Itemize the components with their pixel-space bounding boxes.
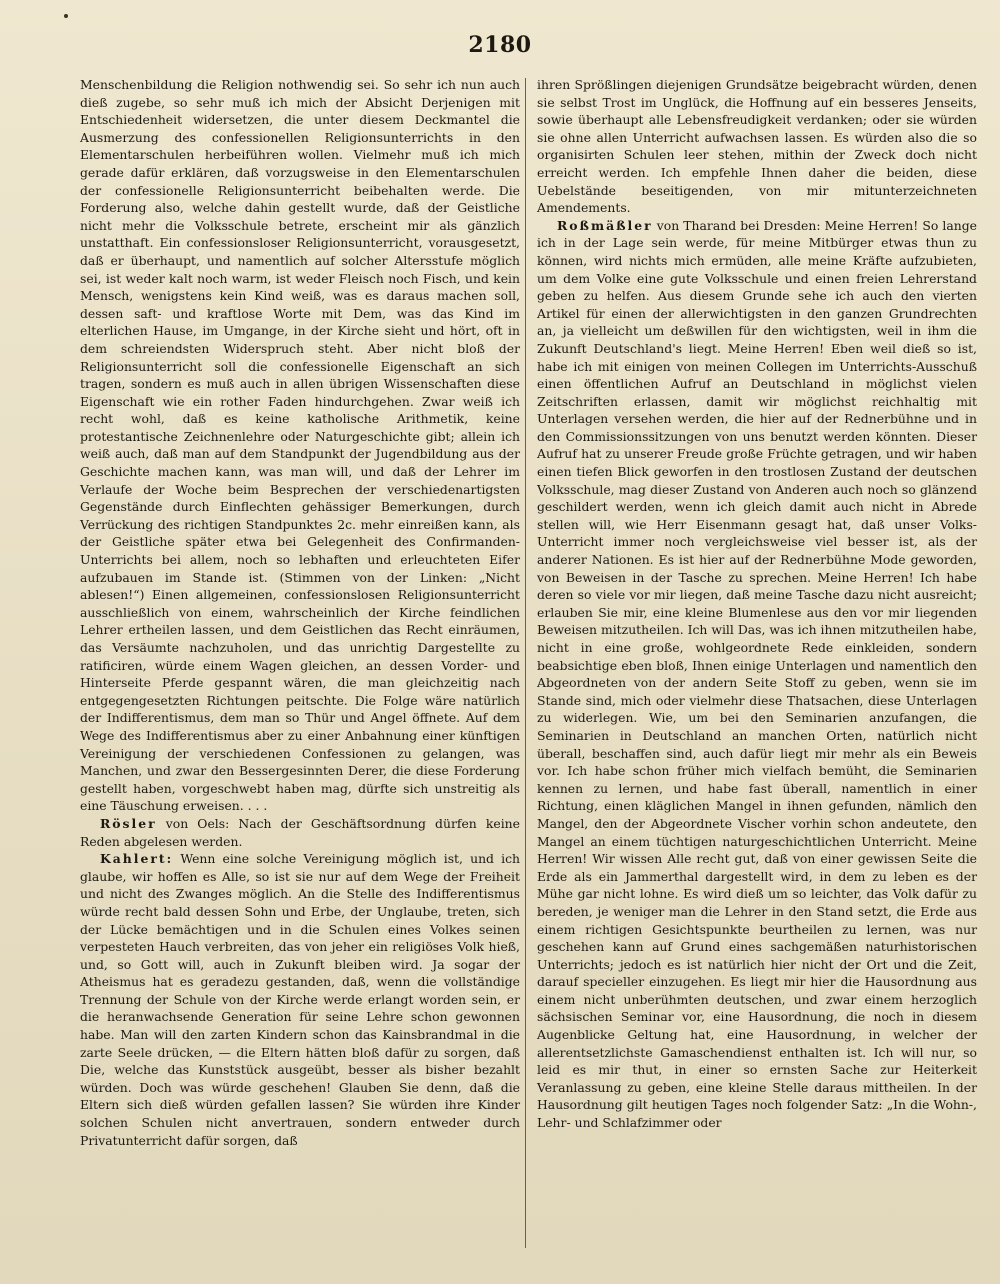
right-paragraph-2 — [537, 217, 977, 1132]
column-divider — [525, 78, 526, 1248]
speaker-name: Rösler — [100, 815, 157, 831]
page-number: 2180 — [468, 32, 532, 58]
speaker-name: Kahlert: — [100, 851, 174, 867]
left-column — [80, 76, 520, 1149]
ink-speck — [64, 14, 68, 18]
left-paragraph-2 — [80, 815, 520, 850]
speaker-name: Roßmäßler — [557, 217, 653, 233]
left-paragraph-1: Menschenbildung die Religion nothwendig sei. So sehr ich nun auch dieß zugebe, so sehr muß ich mich der Absicht Derjenigen mit Entschiedenheit widersetzen, die unter diesem Deckmantel die Ausmerzung des confessionellen Religionsunterrichts in den Elementarschulen herbeiführen wollen. Vielmehr muß ich mich gerade dafür erklären, daß vorzugsweise in den Elementarschulen der confessionelle Religionsunterricht beibehalten werde. Die Forderung also, welche dahin gestellt wurde, daß der Geistliche nicht mehr die Volksschule betrete, erscheint mir als gänzlich unstatthaft. Ein confessionsloser Religionsunterricht, vorausgesetzt, daß er überhaupt, und namentlich auf solcher Altersstufe möglich sei, ist weder kalt noch warm, ist weder Fleisch noch Fisch, und kein Mensch, wenigstens kein Kind weiß, was es daraus machen soll, dessen saft- und kraftlose Worte mit Dem, was das Kind im elterlichen Hause, im Umgange, in der Kirche sieht und hört, oft in dem schreiendsten Widerspruch steht. Aber nicht bloß der Religionsunterricht soll die confessionelle Eigenschaft an sich tragen, sondern es muß auch in allen übrigen Wissenschaften diese Eigenschaft wie ein rother Faden hindurchgehen. Zwar weiß ich recht wohl, daß es keine katholische Arithmetik, keine protestantische Zeichnenlehre oder Naturgeschichte gibt; allein ich weiß auch, daß man auf dem Standpunkt der Jugendbildung aus der Geschichte machen kann, was man will, und daß der Lehrer im Verlaufe der Woche beim Besprechen der verschiedenartigsten Gegenstände durch Einflechten gehässiger Bemerkungen, durch Verrückung des richtigen Standpunktes 2c. mehr einreißen kann, als der Geistliche später etwa bei Gelegenheit des Confirmanden-Unterrichts bei allem, noch so lebhaften und erleuchteten Eifer aufzubauen im Stande ist. (Stimmen von der Linken: „Nicht ablesen!“) Einen allgemeinen, confessionslosen Religionsunterricht ausschließlich von einem, wahrscheinlich der Kirche feindlichen Lehrer ertheilen lassen, und dem Geistlichen das Recht einräumen, das Versäumte nachzuholen, und das unrichtig Dargestellte zu ratificiren, würde einem Wagen gleichen, an dessen Vorder- und Hinterseite Pferde gespannt wären, die man gleichzeitig nach entgegengesetzten Richtungen peitschte. Die Folge wäre natürlich der Indifferentismus, dem man so Thür und Angel öffnete. Auf dem Wege des Indifferentismus aber zu einer Anbahnung einer künftigen Vereinigung der verschiedenen Confessionen zu gelangen, was Manchen, und zwar den Bessergesinnten Derer, die diese Forderung gestellt haben, vorgeschwebt haben mag, dürfte sich unstreitig als eine Täuschung erweisen. . . . — [80, 77, 520, 814]
right-paragraph-1: ihren Sprößlingen diejenigen Grundsätze beigebracht würden, denen sie selbst Trost im Unglück, die Hoffnung auf ein besseres Jenseits, sowie überhaupt alle Lebensfreudigkeit verdanken; oder sie würden sie ohne allen Unterricht aufwachsen lassen. Es würden also die so organisirten Schulen leer stehen, mithin der Zweck doch nicht erreicht werden. Ich empfehle Ihnen daher die beiden, diese Uebelstände beseitigenden, von mir mitunterzeichneten Amendements. — [537, 77, 977, 216]
left-paragraph-3 — [80, 850, 520, 1149]
right-column — [537, 76, 977, 1132]
speech-text: von Oels: Nach der Geschäftsordnung dürfen keine Reden abgelesen werden. — [80, 815, 520, 849]
speech-text: Wenn eine solche Vereinigung möglich ist, und ich glaube, wir hoffen es Alle, so ist sie nur auf dem Wege der Freiheit und nicht des Zwanges möglich. An die Stelle des Indifferentismus würde recht bald dessen Sohn und Erbe, der Unglaube, treten, sich der Lücke bemächtigen und in die Schulen eines Volkes seinen verpesteten Hauch verbreiten, das von jeher ein religiöses Volk hieß, und, so Gott will, auch in Zukunft bleiben wird. Ja sogar der Atheismus hat es geradezu gestanden, daß, wenn die vollständige Trennung der Schule von der Kirche werde erlangt worden sein, er die heranwachsende Generation für seine Lehre schon gewonnen habe. Man will den zarten Kindern schon das Kainsbrandmal in die zarte Seele drücken, — die Eltern hätten bloß dafür zu sorgen, daß Die, welche das Kunststück ausgeübt, besser als bisher bezahlt würden. Doch was würde geschehen! Glauben Sie denn, daß die Eltern sich dieß würden gefallen lassen? Sie würden ihre Kinder solchen Schulen nicht anvertrauen, sondern entweder durch Privatunterricht dafür sorgen, daß — [80, 851, 520, 1148]
speech-text: von Tharand bei Dresden: Meine Herren! So lange ich in der Lage sein werde, für meine Mitbürger etwas thun zu können, wird nichts mich ermüden, alle meine Kräfte aufzubieten, um dem Volke eine gute Volksschule und einen freien Lehrerstand geben zu helfen. Aus diesem Grunde sehe ich auch den vierten Artikel für einen der allerwichtigsten in den ganzen Grundrechten an, ja vielleicht um deßwillen für den wichtigsten, weil in ihm die Zukunft Deutschland's liegt. Meine Herren! Eben weil dieß so ist, habe ich mit einigen von meinen Collegen im Unterrichts-Ausschuß einen öffentlichen Aufruf an Deutschland in möglichst vielen Zeitschriften erlassen, damit wir möglichst reichhaltig mit Unterlagen versehen werden, die hier auf der Rednerbühne und in den Commissionssitzungen von uns benutzt werden könnten. Dieser Aufruf hat zu unserer Freude große Früchte getragen, und wir haben einen tiefen Blick geworfen in den trostlosen Zustand der deutschen Volksschule, mag dieser Zustand von Anderen auch noch so glänzend geschildert werden, wenn ich gleich damit auch nicht in Abrede stellen will, wie Herr Eisenmann gesagt hat, daß unser Volks-Unterricht immer noch vergleichsweise viel besser ist, als der anderer Nationen. Es ist hier auf der Rednerbühne Mode geworden, von Beweisen in der Tasche zu sprechen. Meine Herren! Ich habe deren so viele vor mir liegen, daß meine Tasche dazu nicht ausreicht; erlauben Sie mir, eine kleine Blumenlese aus den vor mir liegenden Beweisen mitzutheilen. Ich will Das, was ich ihnen mitzutheilen habe, nicht in eine große, wohlgeordnete Rede einkleiden, sondern beabsichtige eben bloß, Ihnen einige Unterlagen und namentlich den Abgeordneten von der andern Seite Stoff zu geben, wenn sie im Stande sind, mich oder vielmehr diese Thatsachen, diese Unterlagen zu widerlegen. Wie, um bei den Seminarien anzufangen, die Seminarien in Deutschland an manchen Orten, natürlich nicht überall, beschaffen sind, auch dafür liegt mir mehr als ein Beweis vor. Ich habe schon früher mich vielfach bemüht, die Seminarien kennen zu lernen, und habe fast überall, namentlich in einer Richtung, einen kläglichen Mangel in ihnen gefunden, nämlich den Mangel, den der Abgeordnete Vischer vorhin schon andeutete, den Mangel an einem tüchtigen naturgeschichtlichen Unterricht. Meine Herren! Wir wissen Alle recht gut, daß von einer gewissen Seite die Erde als ein Jammerthal dargestellt wird, in dem zu leben es der Mühe gar nicht lohne. Es wird dieß um so leichter, das Volk dafür zu bereden, je weniger man die Lehrer in den Stand setzt, die Erde aus einem richtigen Gesichtspunkte beurtheilen zu lernen, was nur geschehen kann auf Grund eines sachgemäßen naturhistorischen Unterrichts; jedoch es ist natürlich hier nicht der Ort und die Zeit, darauf specieller einzugehen. Es liegt mir hier die Hausordnung aus einem nicht unberühmten deutschen, und zwar einem herzoglich sächsischen Seminar vor, eine Hausordnung, die noch in diesem Augenblicke Geltung hat, eine Hausordnung, in welcher der allerentsetzlichste Gamaschendienst enthalten ist. Ich will nur, so leid es mir thut, in einer so ernsten Sache zur Heiterkeit Veranlassung zu geben, eine kleine Stelle daraus mittheilen. In der Hausordnung gilt heutigen Tages noch folgender Satz: „In die Wohn-, Lehr- und Schlafzimmer oder — [537, 217, 977, 1131]
